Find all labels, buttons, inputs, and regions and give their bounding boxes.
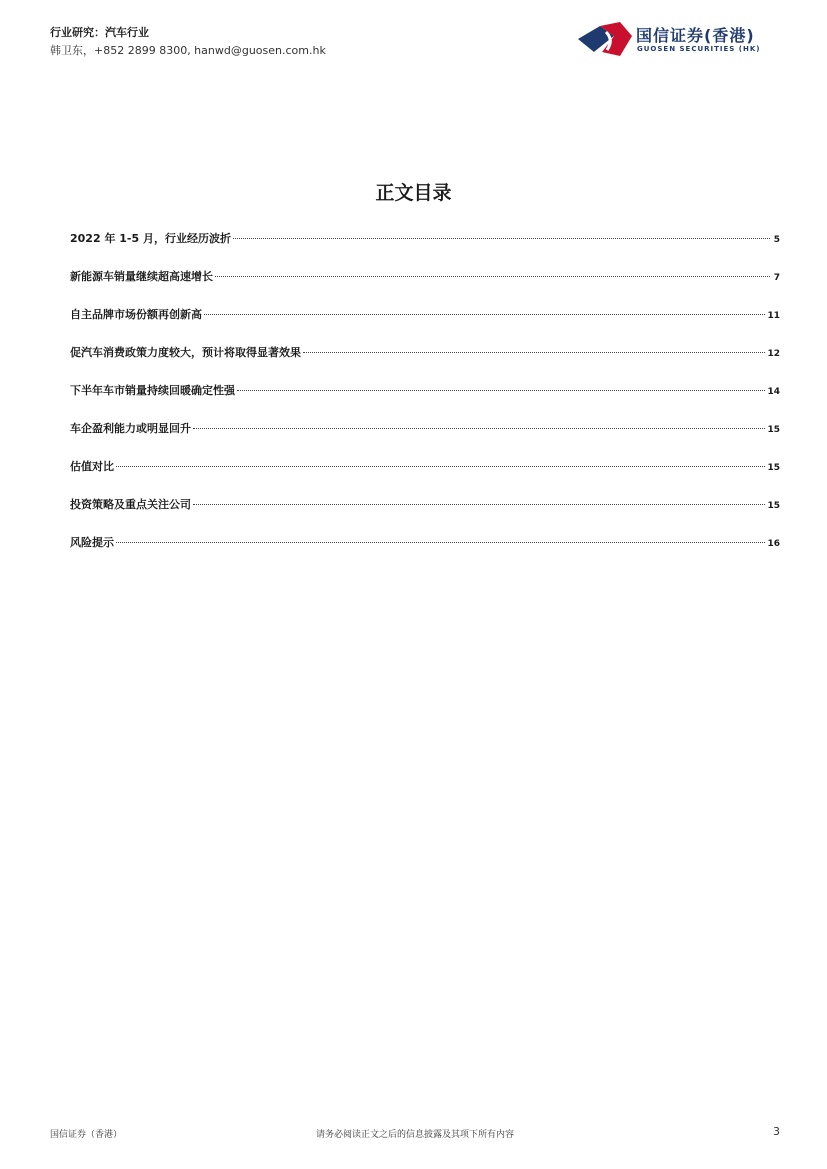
- toc-entry-label: 下半年车市销量持续回暖确定性强: [70, 384, 235, 397]
- toc-entry-label: 新能源车销量继续超高速增长: [70, 270, 213, 283]
- company-logo: [576, 22, 780, 58]
- toc-dot-leader: [303, 352, 765, 353]
- toc-dot-leader: [237, 390, 765, 391]
- toc-dot-leader: [116, 542, 765, 543]
- toc-entry-page: 16: [767, 539, 780, 549]
- toc-entry-9[interactable]: [70, 534, 780, 572]
- toc-entry-8[interactable]: [70, 496, 780, 534]
- toc-entry-page: 7: [773, 273, 780, 283]
- toc-entry-page: 14: [767, 387, 780, 397]
- toc-entry-7[interactable]: [70, 458, 780, 496]
- toc-entry-label: 车企盈利能力或明显回升: [70, 422, 191, 435]
- footer-company: 国信证券（香港）: [50, 1130, 123, 1140]
- table-of-contents: [70, 230, 780, 572]
- toc-entry-page: 15: [767, 501, 780, 511]
- logo-name-cn: 国信证券(香港): [636, 26, 755, 45]
- toc-entry-label: 2022 年 1-5 月，行业经历波折: [70, 232, 231, 245]
- toc-entry-label: 投资策略及重点关注公司: [70, 498, 191, 511]
- toc-entry-4[interactable]: [70, 344, 780, 382]
- toc-entry-page: 15: [767, 463, 780, 473]
- toc-entry-page: 11: [767, 311, 780, 321]
- author-contact: 韩卫东，+852 2899 8300, hanwd@guosen.com.hk: [50, 44, 326, 57]
- toc-dot-leader: [215, 276, 770, 277]
- toc-entry-label: 估值对比: [70, 460, 114, 473]
- toc-entry-3[interactable]: [70, 306, 780, 344]
- toc-entry-page: 15: [767, 425, 780, 435]
- toc-entry-2[interactable]: [70, 268, 780, 306]
- logo-name-en: GUOSEN SECURITIES (HK): [637, 45, 761, 53]
- toc-entry-page: 12: [767, 349, 780, 359]
- toc-dot-leader: [116, 466, 765, 467]
- toc-dot-leader: [233, 238, 770, 239]
- page-header: [50, 22, 780, 62]
- toc-title: 正文目录: [375, 182, 452, 204]
- toc-entry-label: 风险提示: [70, 536, 114, 549]
- toc-entry-label: 促汽车消费政策力度较大，预计将取得显著效果: [70, 346, 301, 359]
- toc-entry-page: 5: [773, 235, 780, 245]
- toc-entry-6[interactable]: [70, 420, 780, 458]
- footer-disclaimer: 请务必阅读正文之后的信息披露及其项下所有内容: [315, 1130, 514, 1140]
- page-number: 3: [773, 1125, 780, 1138]
- toc-dot-leader: [204, 314, 765, 315]
- page-footer: [50, 1127, 780, 1143]
- toc-entry-label: 自主品牌市场份额再创新高: [70, 308, 202, 321]
- guosen-diamond-logo-icon: [576, 22, 634, 58]
- report-category: 行业研究：汽车行业: [50, 26, 149, 39]
- toc-entry-1[interactable]: [70, 230, 780, 268]
- toc-entry-5[interactable]: [70, 382, 780, 420]
- toc-dot-leader: [193, 504, 765, 505]
- toc-dot-leader: [193, 428, 765, 429]
